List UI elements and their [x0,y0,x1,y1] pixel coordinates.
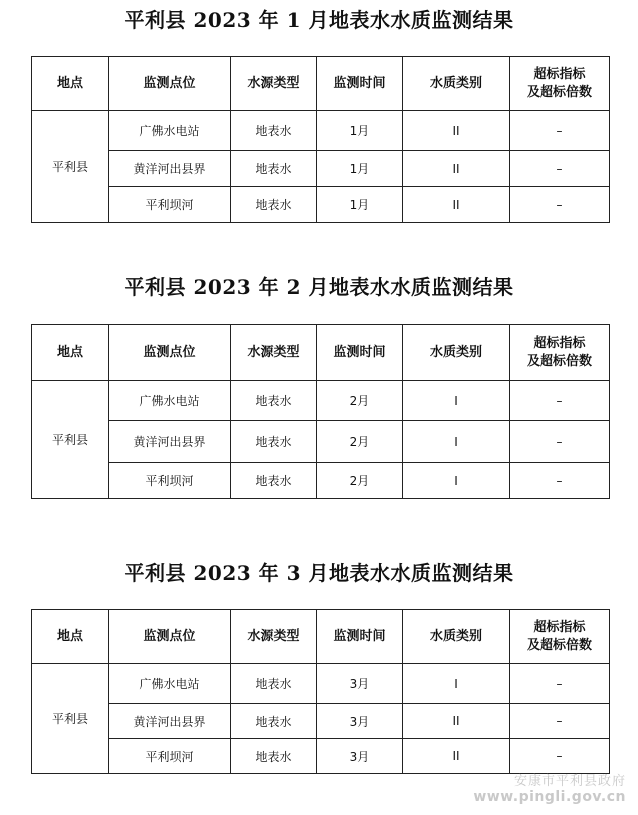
header-location: 地点 [32,610,109,664]
header-quality-class: 水质类别 [403,57,510,111]
table-row [32,421,610,463]
time-cell: 1月 [317,151,403,187]
header-site: 监测点位 [109,610,231,664]
table-row [32,463,610,499]
location-cell: 平利县 [32,111,109,223]
table-row [32,187,610,223]
table-row [32,151,610,187]
table-row [32,739,610,774]
time-cell: 3月 [317,704,403,739]
source-type-cell: 地表水 [231,463,317,499]
header-exceed-line1: 超标指标 [533,335,586,351]
header-time: 监测时间 [317,57,403,111]
section-title-jan: 平利县 2023 年 1 月地表水水质监测结果 [124,8,514,32]
exceed-cell: – [510,381,610,421]
site-cell: 平利坝河 [109,463,231,499]
source-type-cell: 地表水 [231,381,317,421]
source-type-cell: 地表水 [231,704,317,739]
location-cell: 平利县 [32,664,109,774]
header-site: 监测点位 [109,57,231,111]
exceed-cell: – [510,421,610,463]
exceed-cell: – [510,111,610,151]
site-cell: 黄洋河出县界 [109,704,231,739]
header-source-type: 水源类型 [231,57,317,111]
exceed-cell: – [510,463,610,499]
quality-class-cell: I [403,381,510,421]
time-cell: 2月 [317,463,403,499]
section-title-feb: 平利县 2023 年 2 月地表水水质监测结果 [124,275,514,299]
time-cell: 1月 [317,187,403,223]
water-quality-table-feb [31,324,610,499]
table-row [32,381,610,421]
quality-class-cell: II [403,111,510,151]
site-cell: 广佛水电站 [109,381,231,421]
table-row [32,704,610,739]
time-cell: 2月 [317,421,403,463]
quality-class-cell: II [403,187,510,223]
table-header-row [32,325,610,381]
exceed-cell: – [510,704,610,739]
header-exceed-line1: 超标指标 [533,619,586,635]
water-quality-table-jan [31,56,610,223]
header-site: 监测点位 [109,325,231,381]
source-type-cell: 地表水 [231,187,317,223]
header-exceed [510,57,610,111]
source-type-cell: 地表水 [231,111,317,151]
section-title-mar: 平利县 2023 年 3 月地表水水质监测结果 [124,561,514,585]
header-exceed [510,610,610,664]
site-cell: 黄洋河出县界 [109,151,231,187]
time-cell: 3月 [317,739,403,774]
quality-class-cell: II [403,739,510,774]
quality-class-cell: I [403,463,510,499]
quality-class-cell: I [403,664,510,704]
header-time: 监测时间 [317,610,403,664]
header-quality-class: 水质类别 [403,610,510,664]
time-cell: 3月 [317,664,403,704]
source-type-cell: 地表水 [231,421,317,463]
exceed-cell: – [510,664,610,704]
table-row [32,664,610,704]
header-time: 监测时间 [317,325,403,381]
header-location: 地点 [32,57,109,111]
location-cell: 平利县 [32,381,109,499]
time-cell: 2月 [317,381,403,421]
header-exceed-line2: 及超标倍数 [526,637,592,653]
table-row [32,111,610,151]
site-cell: 黄洋河出县界 [109,421,231,463]
exceed-cell: – [510,739,610,774]
header-exceed [510,325,610,381]
header-source-type: 水源类型 [231,325,317,381]
quality-class-cell: I [403,421,510,463]
water-quality-table-mar [31,609,610,774]
site-cell: 平利坝河 [109,187,231,223]
quality-class-cell: II [403,151,510,187]
header-quality-class: 水质类别 [403,325,510,381]
site-cell: 广佛水电站 [109,664,231,704]
quality-class-cell: II [403,704,510,739]
watermark-url: www.pingli.gov.cn [473,789,626,805]
table-header-row [32,57,610,111]
time-cell: 1月 [317,111,403,151]
site-watermark [473,770,626,805]
site-cell: 平利坝河 [109,739,231,774]
source-type-cell: 地表水 [231,664,317,704]
site-cell: 广佛水电站 [109,111,231,151]
table-header-row [32,610,610,664]
header-exceed-line1: 超标指标 [533,66,586,82]
exceed-cell: – [510,151,610,187]
header-exceed-line2: 及超标倍数 [526,84,592,100]
source-type-cell: 地表水 [231,151,317,187]
header-source-type: 水源类型 [231,610,317,664]
header-exceed-line2: 及超标倍数 [526,353,592,369]
watermark-org: 安康市平利县政府 [513,774,626,789]
exceed-cell: – [510,187,610,223]
source-type-cell: 地表水 [231,739,317,774]
header-location: 地点 [32,325,109,381]
